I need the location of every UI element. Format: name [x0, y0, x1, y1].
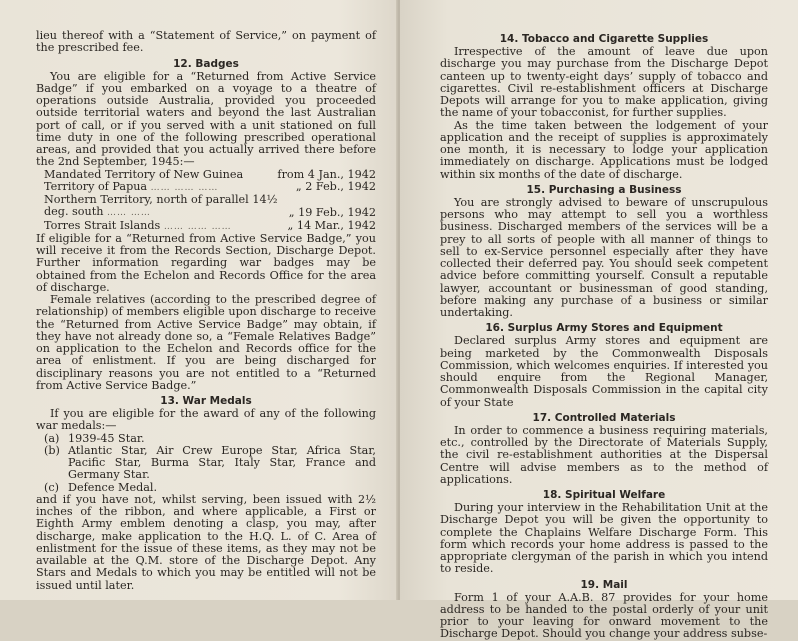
left-page	[0, 0, 398, 600]
medals-list	[36, 433, 376, 494]
list-item-label: (c)	[44, 480, 59, 494]
heading-spiritual-welfare: 18. Spiritual Welfare	[542, 489, 666, 501]
list-item-text: 1939-45 Star.	[68, 431, 145, 445]
list-item-label: (b)	[44, 443, 60, 457]
leader-dots: …… ……	[107, 208, 151, 219]
list-item	[36, 445, 376, 482]
paragraph-intro: lieu thereof with a “Statement of Service,” on payment of the prescribed fee.	[36, 29, 376, 55]
paragraph-medals-eligibility: If you are eligible for the award of any of the following war medals:—	[36, 407, 376, 433]
leader-dots: …… …… ……	[163, 221, 232, 232]
area-date: from 4 Jan., 1942	[277, 167, 376, 181]
leader-dots: …… …… ……	[150, 182, 219, 193]
operational-areas-table	[44, 169, 376, 233]
heading-tobacco: 14. Tobacco and Cigarette Supplies	[499, 33, 709, 45]
heading-surplus-stores: 16. Surplus Army Stores and Equipment	[485, 322, 723, 335]
area-date: „ 2 Feb., 1942	[295, 179, 376, 193]
paragraph-female-relatives: Female relatives (according to the prescribed degree of relationship) of members eligible upon discharge to receive the “Returned from Active Service Badge” may obtain, if they have not already done so, a “Female Relatives Badge” on application to the Echelon and Records office for the area of enlistment. If you are being discharged for disciplinary reasons you are not entitled to a “Returned from Active Service Badge.”	[36, 293, 376, 392]
heading-badges: 12. Badges	[173, 57, 239, 70]
paragraph-purchasing-business: You are strongly advised to beware of unscrupulous persons who may attempt to sell you a worthless business. Discharged members of the services will be a prey to all sorts of people with all manner of things to sell to ex-Service personnel especially after they have collected their deferred pay. You should seek competent advice before committing yourself. Consult a reputable lawyer, accountant or businessman of good standing, before making any purchase of a business or similar undertaking.	[440, 195, 768, 319]
right-page	[400, 0, 798, 641]
area-date: „ 19 Feb., 1942	[288, 206, 376, 220]
paragraph-medals-application: and if you have not, whilst serving, been issued with 2½ inches of the ribbon, and where applicable, a First or Eighth Army emblem denoting a clasp, you may, after discharge, make application to the H.Q. L. of C. Area of enlistment for the issue of these items, as they may not be available at the Q.M. store of the Discharge Depot. Any Stars and Medals to which you may be entitled will not be issued until later.	[36, 492, 376, 592]
paragraph-mail: Form 1 of your A.A.B. 87 provides for your home address to be handed to the postal orderly of your unit prior to your leaving for onward movement to the Discharge Depot. Should you change your address subse-	[440, 590, 768, 641]
heading-controlled-materials: 17. Controlled Materials	[532, 411, 676, 424]
paragraph-controlled-materials: In order to commence a business requiring materials, etc., controlled by the Directorate of Materials Supply, the civil re-establishment authorities at the Dispersal Centre will advise members as to the method of applications.	[440, 423, 768, 486]
list-item-text: Defence Medal.	[68, 480, 158, 494]
table-row	[44, 194, 376, 220]
area-place	[44, 181, 277, 194]
right-page-text	[440, 33, 768, 641]
area-place	[44, 194, 277, 220]
heading-mail: 19. Mail	[580, 578, 628, 591]
paragraph-badge-issue: If eligible for a “Returned from Active Service Badge,” you will receive it from the Records Section, Discharge Depot. Further information regarding war badges may be obtained from the Echelon and Records Office for the area of discharge.	[36, 231, 376, 294]
paragraph-surplus-stores: Declared surplus Army stores and equipment are being marketed by the Commonwealth Disposals Commission, which welcomes enquiries. If interested you should enquire from the Regional Manager, Commonwealth Disposals Commission in the capital city of your State	[440, 334, 768, 409]
list-item-text: Atlantic Star, Air Crew Europe Star, Africa Star, Pacific Star, Burma Star, Italy Star, France and Germany Star.	[68, 443, 376, 482]
heading-war-medals: 13. War Medals	[160, 395, 252, 407]
area-place-text: Torres Strait Islands	[44, 218, 161, 232]
list-item	[36, 482, 376, 494]
paragraph-spiritual-welfare: During your interview in the Rehabilitation Unit at the Discharge Depot you will be given the opportunity to complete the Chaplains Welfare Discharge Form. This form which records your home address is passed to the appropriate clergyman of the parish in which you intend to reside.	[440, 501, 768, 576]
list-item-label: (a)	[44, 431, 60, 445]
heading-purchasing-business: 15. Purchasing a Business	[526, 183, 682, 196]
area-place-text: Northern Territory, north of parallel 14½ deg. south	[44, 193, 278, 219]
area-date: „ 14 Mar., 1942	[287, 218, 376, 232]
area-place	[44, 220, 277, 233]
table-row	[44, 220, 376, 233]
left-page-text	[36, 30, 376, 592]
paragraph-badges-eligibility: You are eligible for a “Returned from Active Service Badge” if you embarked on a voyage to a theatre of operations outside Australia, provided you proceeded outside territorial waters and beyond the last Australian port of call, or if you served with a unit stationed on full time duty in one of the following prescribed operational areas, and provided that you actually arrived there before the 2nd September, 1945:—	[36, 69, 376, 169]
table-row	[44, 181, 376, 194]
area-place-text: Territory of Papua	[44, 179, 148, 193]
paragraph-tobacco-purchase: Irrespective of the amount of leave due upon discharge you may purchase from the Discharge Depot canteen up to twenty-eight days’ supply of tobacco and cigarettes. Civil re-establishment officers at Discharge Depots will arrange for you to make application, giving the name of your tobacconist, for further supplies.	[440, 45, 768, 120]
area-place: Mandated Territory of New Guinea	[44, 167, 244, 181]
paragraph-tobacco-timing: As the time taken between the lodgement of your application and the receipt of supplies is approximately one month, it is necessary to lodge your application immediately on discharge. Applications must be lodged within six months of the date of discharge.	[440, 118, 768, 181]
